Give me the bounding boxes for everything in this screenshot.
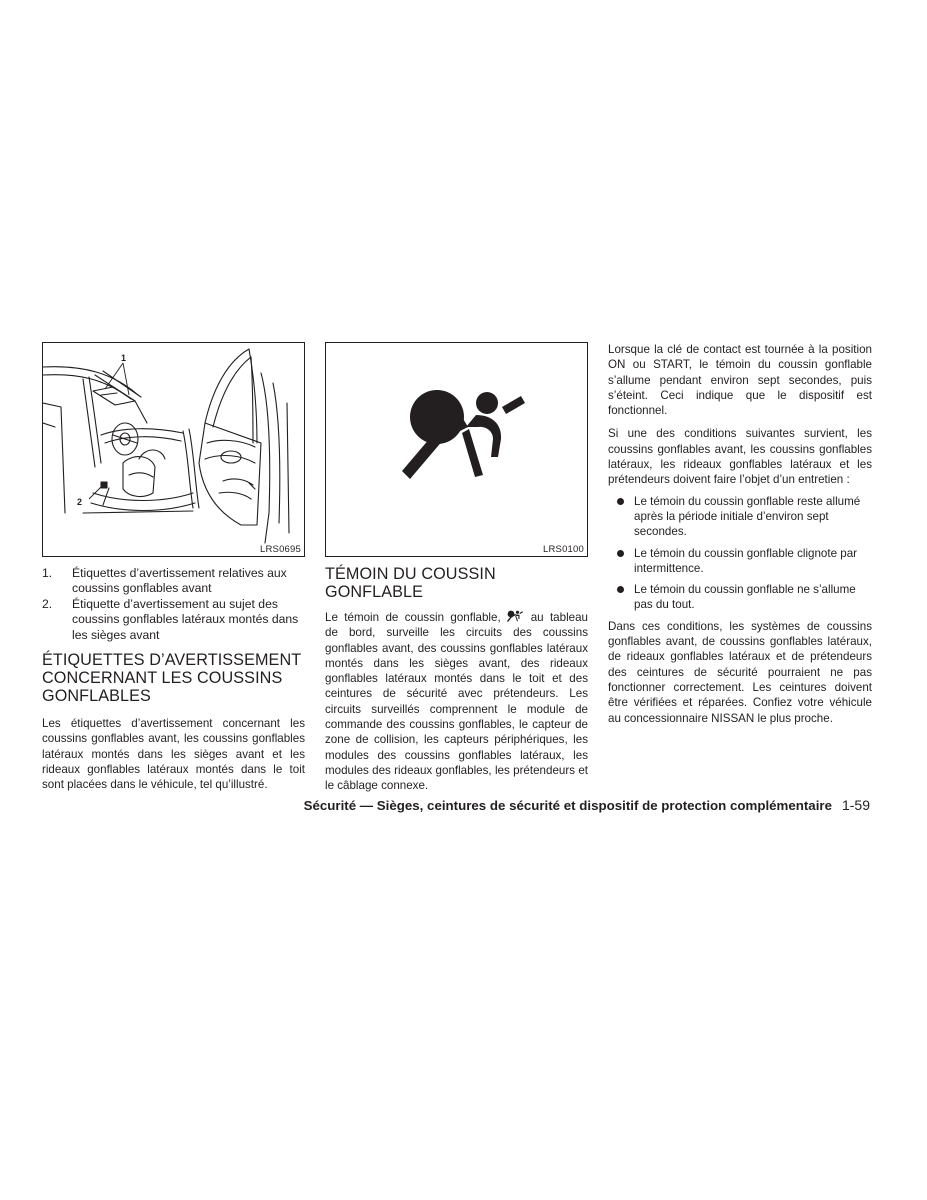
airbag-light-paragraph [325,609,588,794]
paragraph-text-after-icon: au tableau de bord, surveille les circuits des coussins gonflables avant, des coussins gonflables latéraux montés dans les sièges avant, des rideaux gonflables latéraux montés dans le toit et des ceintures de sécurité avec prétendeurs. Les circuits surveillés comprennent le module de commande des coussins gonflables, le capteur de zone de collision, les capteurs périphériques, les modules des coussins gonflables latéraux, les modules des rideaux gonflables, les prétendeurs et le câblage connexe. [325,611,588,793]
airbag-light-icon [505,609,527,624]
airbag-light-illustration [325,342,588,557]
figure-callout-1: 1 [121,353,127,363]
section-heading-airbag-light: TÉMOIN DU COUSSIN GONFLABLE [325,565,496,601]
caption-text: Étiquettes d’avertissement relatives aux coussins gonflables avant [72,566,287,596]
figure-caption-list [42,566,305,643]
bullet-item [608,494,872,540]
section-heading-warning-labels: ÉTIQUETTES D’AVERTISSEMENT CONCERNANT LES COUSSINS GONFLABLES [42,651,301,706]
footer-section-title: Sécurité — Sièges, ceintures de sécurité et dispositif de protection complémentaire [303,798,832,813]
column-left [42,342,305,793]
figure-code: LRS0695 [259,544,301,555]
caption-number: 2. [42,596,53,611]
caption-item [42,566,305,597]
ignition-paragraph: Lorsque la clé de contact est tournée à la position ON ou START, le témoin du coussin gonflable s’allume pendant environ sept secondes, puis s’éteint. Ceci indique que le dispositif est fonctionnel. [608,343,872,418]
caption-number: 1. [42,566,53,580]
figure-code: LRS0100 [542,544,584,555]
bullet-dot-icon [608,546,634,577]
car-interior-drawing [43,343,304,556]
bullet-text: Le témoin du coussin gonflable clignote par intermittence. [634,546,858,575]
warning-labels-paragraph: Les étiquettes d’avertissement concernant les coussins gonflables avant, les coussins gonflables latéraux montés dans les sièges avant et les rideaux gonflables latéraux montés dans le toit sont placées dans le véhicule, tel qu’illustré. [42,717,305,792]
column-right [608,342,872,726]
caption-text: Étiquette d’avertissement au sujet des coussins gonflables latéraux montés dans les sièges avant [72,596,299,642]
bullet-text: Le témoin du coussin gonflable ne s’allume pas du tout. [634,583,856,612]
conditions-bullet-list [608,494,872,613]
vehicle-door-illustration [42,342,305,557]
conditions-intro-paragraph: Si une des conditions suivantes survient, les coussins gonflables avant, les coussins gonflables latéraux, les rideaux gonflables latéraux et les prétendeurs doivent faire l’objet d’un entretien : [608,427,872,487]
airbag-warning-icon [326,343,587,556]
bullet-dot-icon [608,582,634,613]
figure-callout-2: 2 [77,497,83,507]
bullet-dot-icon [608,494,634,540]
caption-item [42,597,305,643]
conditions-result-paragraph: Dans ces conditions, les systèmes de coussins gonflables avant, de coussins gonflables latéraux, de rideaux gonflables latéraux et de prétendeurs des ceintures de sécurité pourraient ne pas fonctionner correctement. Les ceintures doivent être vérifiées et réparées. Confiez votre véhicule au concessionnaire NISSAN le plus proche. [608,619,872,725]
bullet-item [608,546,872,577]
bullet-text: Le témoin du coussin gonflable reste allumé après la période initiale d’environ sept secondes. [634,494,861,539]
page-number: 1-59 [841,797,870,813]
column-middle [325,342,588,794]
page-footer [0,797,870,813]
paragraph-text-before-icon: Le témoin de coussin gonflable, [325,611,501,624]
bullet-item [608,582,872,613]
